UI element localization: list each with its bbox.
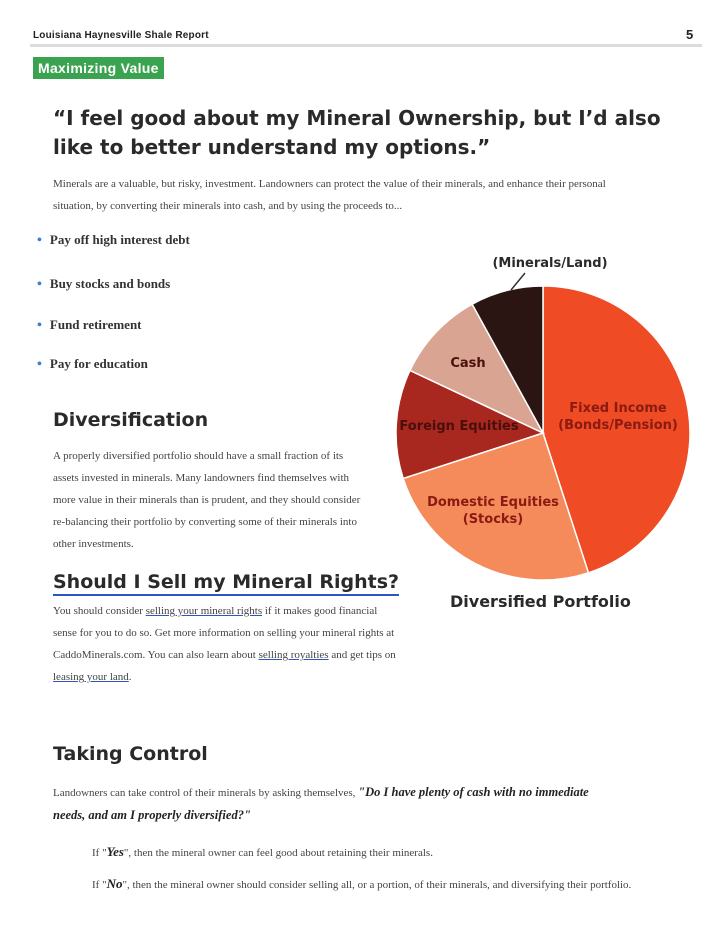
paragraph-line: re-balancing their portfolio by converting some of their minerals into: [53, 516, 357, 528]
paragraph-line: more value in their minerals than is prudent, and they should consider: [53, 494, 361, 506]
list-item: [35, 232, 190, 249]
list-item: [35, 317, 142, 334]
portfolio-pie-chart: [390, 240, 728, 620]
slice-label: Domestic Equities (Stocks): [427, 495, 559, 527]
taking-control-paragraph: [53, 781, 693, 827]
slice-label: Foreign Equities: [399, 419, 519, 434]
paragraph-line: [53, 781, 693, 804]
section-tag: Maximizing Value: [33, 57, 164, 79]
selling-mineral-rights-link[interactable]: selling your mineral rights: [145, 605, 263, 617]
paragraph-line: [53, 600, 433, 622]
text-run: If ": [92, 847, 107, 859]
sell-heading-text[interactable]: Should I Sell my Mineral Rights?: [53, 571, 399, 596]
yes-word: Yes: [106, 844, 124, 859]
chart-title: Diversified Portfolio: [450, 592, 631, 611]
paragraph-line: sense for you to do so. Get more information on selling your mineral rights at: [53, 627, 395, 639]
pull-quote-line: like to better understand my options.”: [53, 135, 491, 159]
paragraph-line: [53, 804, 693, 827]
yes-line: [92, 844, 433, 860]
text-run: If ": [92, 879, 107, 891]
paragraph-line: assets invested in minerals. Many landowners find themselves with: [53, 472, 350, 484]
pie-chart-svg: [390, 240, 728, 590]
text-run: ", then the mineral owner should consider selling all, or a portion, of their minerals, and diversifying their portfolio.: [122, 879, 632, 891]
pull-quote-line: “I feel good about my Mineral Ownership, but I’d also: [53, 106, 661, 130]
pull-quote: [53, 104, 663, 162]
header-divider: [30, 44, 702, 47]
selling-royalties-link[interactable]: selling royalties: [258, 649, 329, 661]
list-item: [35, 276, 170, 293]
intro-line: situation, by converting their minerals into cash, and by using the proceeds to...: [53, 200, 403, 212]
question-text: "Do I have plenty of cash with no immediate: [358, 785, 589, 799]
diversification-heading: Diversification: [53, 409, 209, 431]
text-run: ", then the mineral owner can feel good about retaining their minerals.: [123, 847, 433, 859]
paragraph-line: other investments.: [53, 538, 134, 550]
paragraph-line: A properly diversified portfolio should have a small fraction of its: [53, 450, 344, 462]
leasing-land-link[interactable]: leasing your land: [53, 671, 129, 683]
slice-label: Fixed Income (Bonds/Pension): [558, 401, 678, 433]
bullet-icon: •: [37, 318, 42, 333]
intro-line: Minerals are a valuable, but risky, investment. Landowners can protect the value of their minerals, and enhance their personal: [53, 178, 606, 190]
bullet-icon: •: [37, 277, 42, 292]
list-item-label: Buy stocks and bonds: [49, 276, 171, 291]
diversification-paragraph: [53, 445, 403, 555]
list-item: [35, 356, 148, 373]
sell-paragraph: [53, 600, 433, 688]
list-item-label: Pay off high interest debt: [49, 232, 190, 247]
bullet-icon: •: [37, 233, 42, 248]
sell-heading: [53, 571, 399, 593]
no-word: No: [106, 876, 123, 891]
page-number: 5: [686, 27, 694, 42]
text-run: Landowners can take control of their minerals by asking themselves,: [53, 787, 359, 799]
text-run: if it makes good financial: [262, 605, 378, 617]
list-item-label: Fund retirement: [49, 317, 142, 332]
paragraph-line: [53, 644, 433, 666]
intro-paragraph: [53, 173, 683, 217]
no-line: [92, 876, 631, 892]
report-title: Louisiana Haynesville Shale Report: [33, 30, 209, 41]
bullet-icon: •: [37, 357, 42, 372]
list-item-label: Pay for education: [49, 356, 148, 371]
paragraph-line: [53, 666, 433, 688]
taking-control-heading: Taking Control: [53, 743, 208, 765]
slice-label: (Minerals/Land): [492, 256, 608, 271]
text-run: and get tips on: [328, 649, 396, 661]
slice-label: Cash: [450, 356, 486, 371]
text-run: .: [128, 671, 132, 683]
text-run: You should consider: [53, 605, 146, 617]
text-run: CaddoMinerals.com. You can also learn about: [53, 649, 259, 661]
question-text: needs, and am I properly diversified?": [53, 808, 251, 822]
